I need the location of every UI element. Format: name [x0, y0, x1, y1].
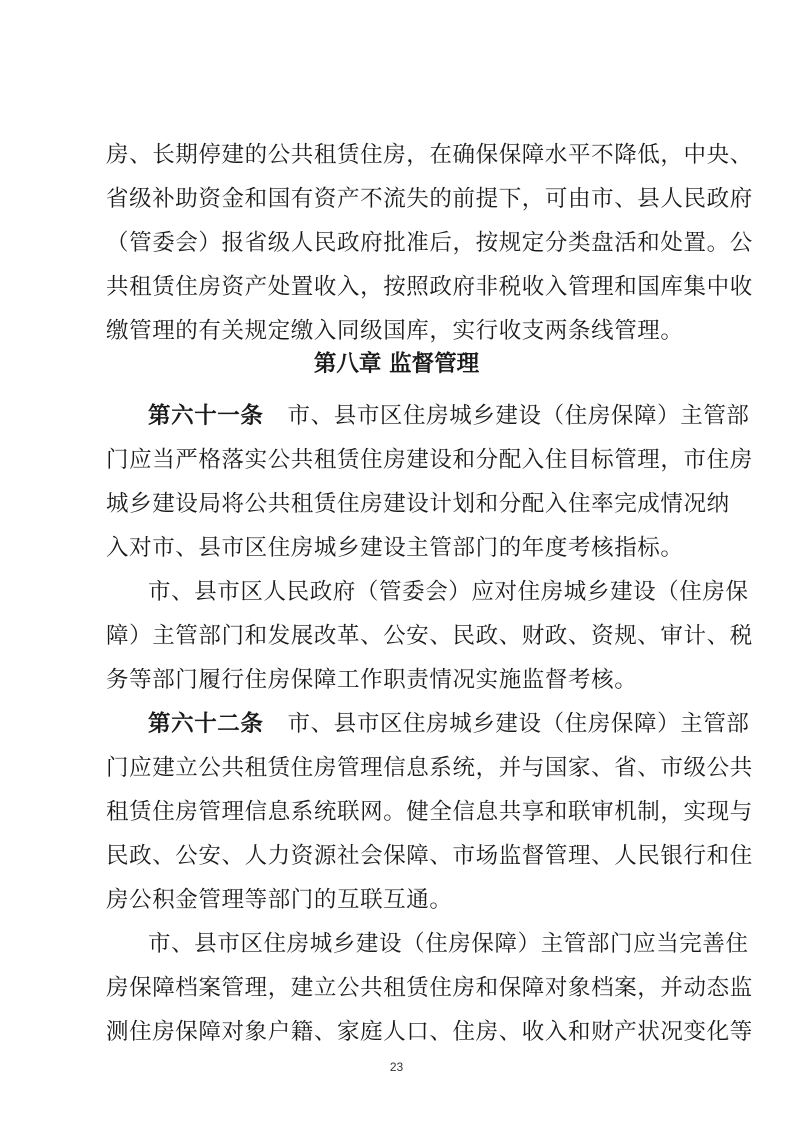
body-text-line: 门应当严格落实公共租赁住房建设和分配入住目标管理，市住房 — [106, 447, 753, 473]
body-text-line: 民政、公安、人力资源社会保障、市场监督管理、人民银行和住 — [106, 843, 753, 869]
body-text-line: 市、县市区人民政府（管委会）应对住房城乡建设（住房保 — [148, 579, 749, 605]
body-text-line: 租赁住房管理信息系统联网。健全信息共享和联审机制，实现与 — [106, 799, 753, 825]
body-text-line: 市、县市区住房城乡建设（住房保障）主管部门应当完善住 — [148, 931, 749, 957]
article-62-label: 第六十二条 — [148, 711, 264, 737]
body-text-line: （管委会）报省级人民政府批准后，按规定分类盘活和处置。公 — [106, 230, 753, 256]
body-text-line: 门应建立公共租赁住房管理信息系统，并与国家、省、市级公共 — [106, 755, 753, 781]
body-text-line: 共租赁住房资产处置收入，按照政府非税收入管理和国库集中收 — [106, 274, 753, 300]
body-text-line: 缴管理的有关规定缴入同级国库，实行收支两条线管理。 — [106, 318, 684, 344]
body-text-line: 房、长期停建的公共租赁住房，在确保保障水平不降低，中央、 — [106, 142, 753, 168]
body-text-line: 房保障档案管理，建立公共租赁住房和保障对象档案，并动态监 — [106, 975, 753, 1001]
body-text-line: 测住房保障对象户籍、家庭人口、住房、收入和财产状况变化等 — [106, 1019, 753, 1045]
body-text-line: 房公积金管理等部门的互联互通。 — [106, 887, 453, 913]
body-text-line: 城乡建设局将公共租赁住房建设计划和分配入住率完成情况纳 — [106, 491, 730, 517]
body-text-line: 省级补助资金和国有资产不流失的前提下，可由市、县人民政府 — [106, 186, 753, 212]
body-text-line: 障）主管部门和发展改革、公安、民政、财政、资规、审计、税 — [106, 623, 753, 649]
page-number: 23 — [389, 1060, 404, 1074]
article-61-label: 第六十一条 — [148, 403, 264, 429]
chapter-title: 第八章 监督管理 — [313, 351, 480, 377]
body-text: 市、县市区住房城乡建设（住房保障）主管部 — [287, 403, 750, 429]
body-text: 市、县市区住房城乡建设（住房保障）主管部 — [287, 711, 750, 737]
body-text-line: 入对市、县市区住房城乡建设主管部门的年度考核指标。 — [106, 535, 684, 561]
body-text-line: 务等部门履行住房保障工作职责情况实施监督考核。 — [106, 667, 638, 693]
article-61-first-line — [148, 399, 750, 433]
article-62-first-line — [148, 707, 750, 741]
